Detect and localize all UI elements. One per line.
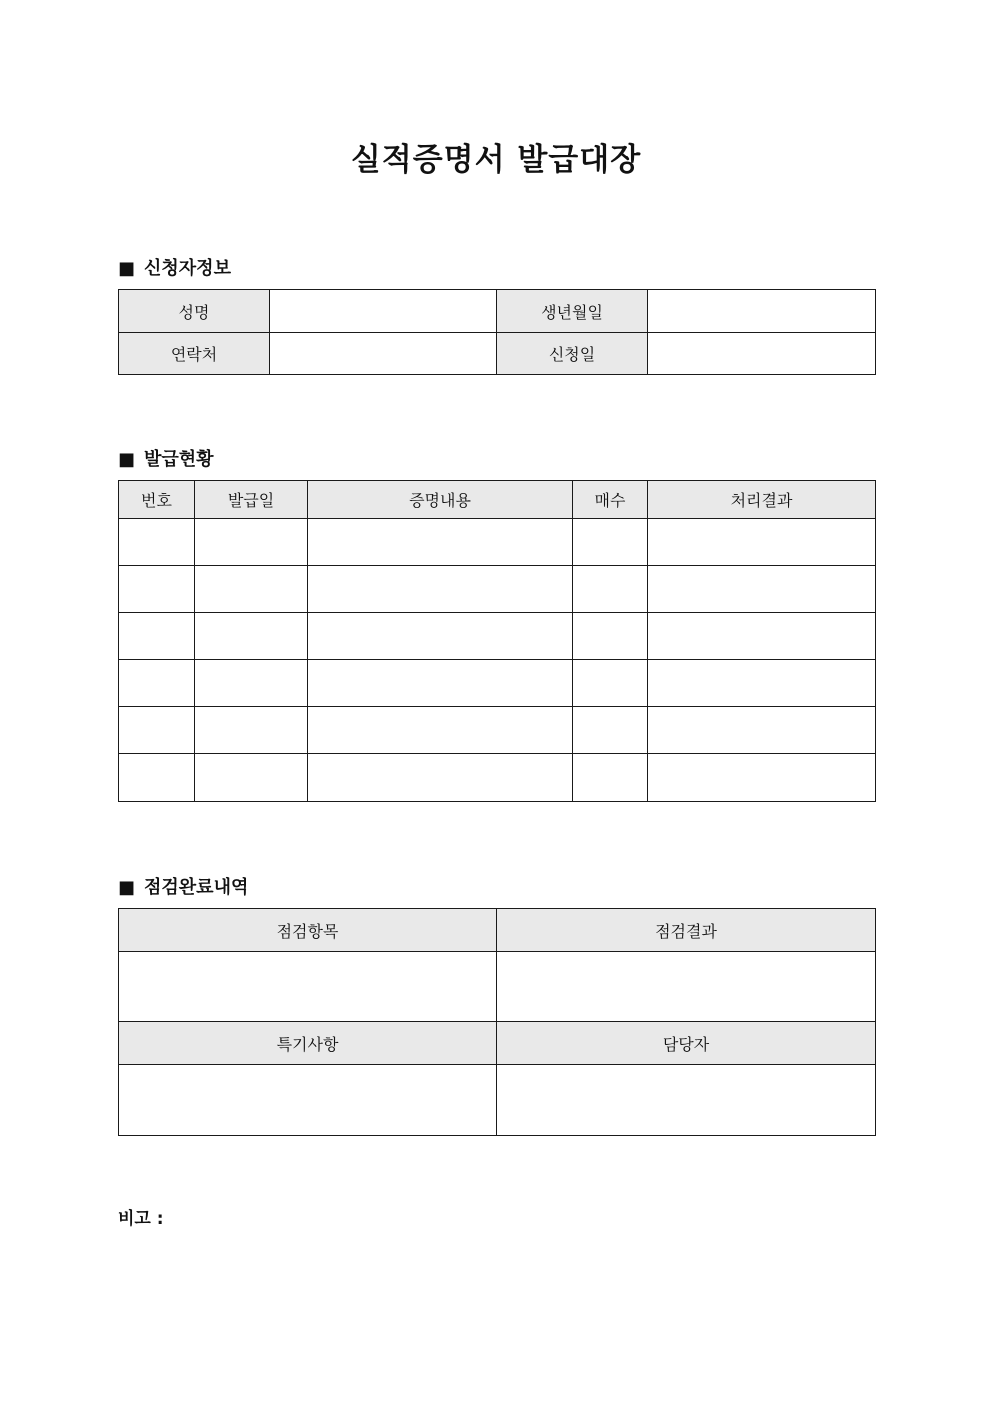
- issue-date-cell[interactable]: [195, 754, 308, 802]
- page-title: 실적증명서 발급대장: [350, 142, 642, 178]
- copies-cell[interactable]: [573, 566, 648, 613]
- birth-field[interactable]: [648, 290, 876, 333]
- issue-date-cell[interactable]: [195, 519, 308, 566]
- manager-field[interactable]: [497, 1065, 876, 1136]
- applicant-section-heading: [118, 254, 231, 280]
- remarks-label: 비고 :: [118, 1209, 164, 1229]
- square-bullet-icon: ■: [118, 877, 136, 898]
- issuance-section-heading: [118, 445, 214, 471]
- number-cell[interactable]: [119, 519, 195, 566]
- remarks-line: [118, 1204, 164, 1229]
- notes-label: 특기사항: [119, 1022, 497, 1065]
- inspection-result-field[interactable]: [497, 952, 876, 1022]
- manager-label: 담당자: [497, 1022, 876, 1065]
- number-cell[interactable]: [119, 754, 195, 802]
- inspection-result-label: 점검결과: [497, 909, 876, 952]
- copies-cell[interactable]: [573, 754, 648, 802]
- number-cell[interactable]: [119, 707, 195, 754]
- table-row: [119, 754, 876, 802]
- result-cell[interactable]: [648, 519, 876, 566]
- result-cell[interactable]: [648, 566, 876, 613]
- inspection-item-label: 점검항목: [119, 909, 497, 952]
- table-row: [119, 707, 876, 754]
- notes-field[interactable]: [119, 1065, 497, 1136]
- column-header: 처리결과: [648, 481, 876, 519]
- inspection-section-heading: [118, 873, 248, 899]
- content-cell[interactable]: [308, 707, 573, 754]
- content-cell[interactable]: [308, 519, 573, 566]
- inspection-item-field[interactable]: [119, 952, 497, 1022]
- number-cell[interactable]: [119, 613, 195, 660]
- table-row: [119, 613, 876, 660]
- issuance-table: [118, 480, 876, 802]
- result-cell[interactable]: [648, 754, 876, 802]
- result-cell[interactable]: [648, 613, 876, 660]
- column-header: 발급일: [195, 481, 308, 519]
- copies-cell[interactable]: [573, 613, 648, 660]
- apply-date-label: 신청일: [497, 333, 648, 375]
- name-field[interactable]: [270, 290, 497, 333]
- birth-label: 생년월일: [497, 290, 648, 333]
- issue-date-cell[interactable]: [195, 613, 308, 660]
- copies-cell[interactable]: [573, 660, 648, 707]
- issue-date-cell[interactable]: [195, 566, 308, 613]
- content-cell[interactable]: [308, 660, 573, 707]
- applicant-table: [118, 289, 876, 375]
- copies-cell[interactable]: [573, 519, 648, 566]
- apply-date-field[interactable]: [648, 333, 876, 375]
- column-header: 매수: [573, 481, 648, 519]
- applicant-heading-label: 신청자정보: [144, 258, 231, 279]
- content-cell[interactable]: [308, 754, 573, 802]
- contact-field[interactable]: [270, 333, 497, 375]
- content-cell[interactable]: [308, 566, 573, 613]
- square-bullet-icon: ■: [118, 449, 136, 470]
- content-cell[interactable]: [308, 613, 573, 660]
- table-row: [119, 660, 876, 707]
- table-row: [119, 566, 876, 613]
- contact-label: 연락처: [119, 333, 270, 375]
- name-label: 성명: [119, 290, 270, 333]
- issue-date-cell[interactable]: [195, 660, 308, 707]
- inspection-table: [118, 908, 876, 1136]
- column-header: 증명내용: [308, 481, 573, 519]
- number-cell[interactable]: [119, 566, 195, 613]
- copies-cell[interactable]: [573, 707, 648, 754]
- square-bullet-icon: ■: [118, 258, 136, 279]
- column-header: 번호: [119, 481, 195, 519]
- result-cell[interactable]: [648, 660, 876, 707]
- result-cell[interactable]: [648, 707, 876, 754]
- table-row: [119, 519, 876, 566]
- inspection-heading-label: 점검완료내역: [144, 877, 249, 898]
- number-cell[interactable]: [119, 660, 195, 707]
- issuance-heading-label: 발급현황: [144, 449, 214, 470]
- issue-date-cell[interactable]: [195, 707, 308, 754]
